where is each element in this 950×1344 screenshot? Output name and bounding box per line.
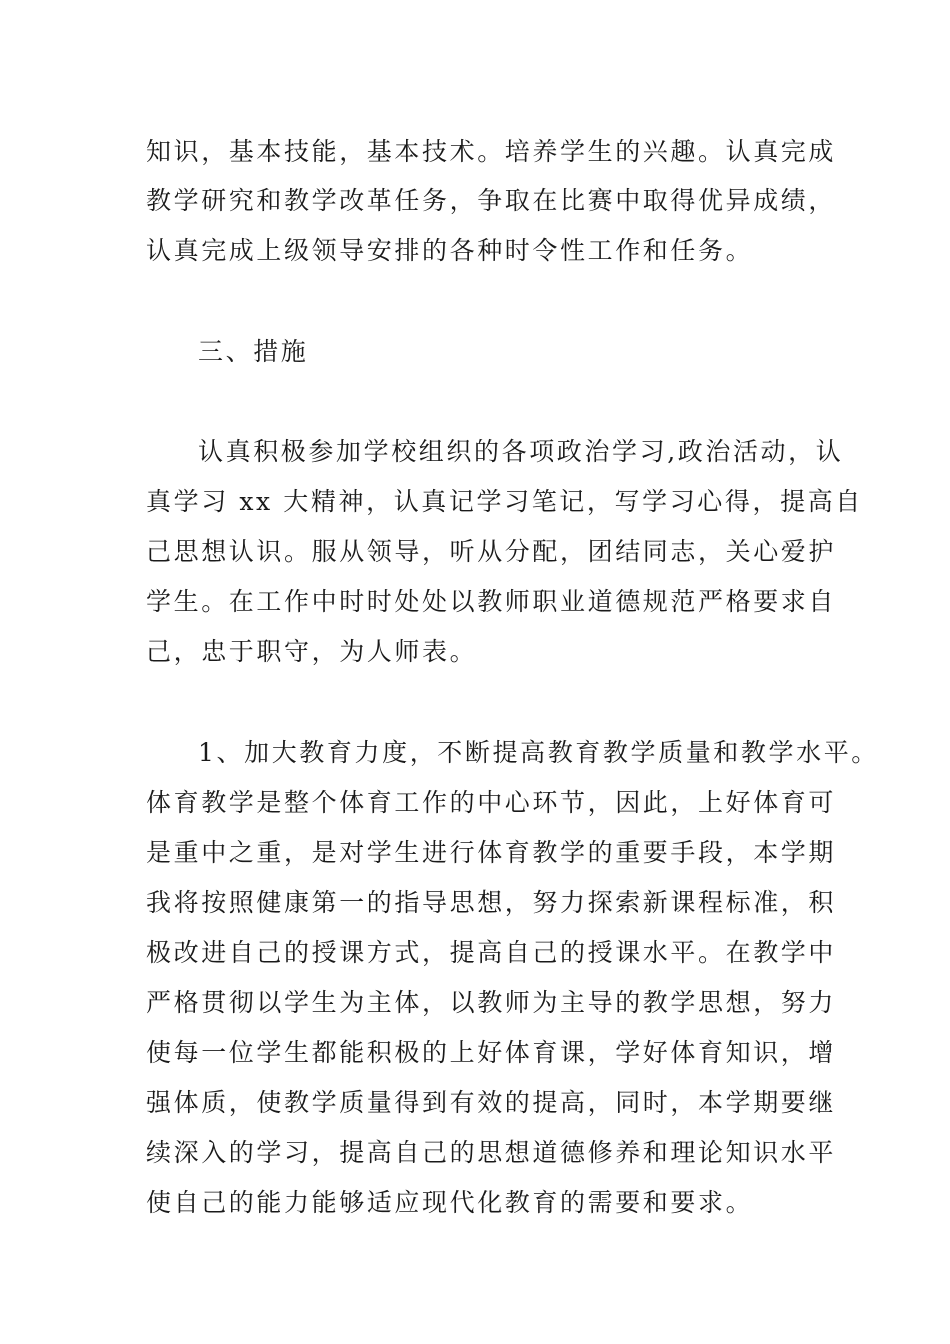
text-line: 学生。在工作中时时处处以教师职业道德规范严格要求自 <box>146 587 837 616</box>
text-line: 知识，基本技能，基本技术。培养学生的兴趣。认真完成 <box>146 137 837 166</box>
text-line: 使每一位学生都能积极的上好体育课，学好体育知识，增 <box>146 1038 837 1067</box>
text-line: 认真完成上级领导安排的各种时令性工作和任务。 <box>146 236 754 265</box>
text-line: 1、加大教育力度，不断提高教育教学质量和教学水平。 <box>198 738 879 767</box>
text-line: 己思想认识。服从领导，听从分配，团结同志，关心爱护 <box>146 537 837 566</box>
text-line: 教学研究和教学改革任务，争取在比赛中取得优异成绩， <box>146 186 837 215</box>
section-heading: 三、措施 <box>198 337 309 366</box>
text-line: 体育教学是整个体育工作的中心环节，因此，上好体育可 <box>146 788 837 817</box>
text-line: 真学习 xx 大精神，认真记学习笔记，写学习心得，提高自 <box>146 487 863 516</box>
text-line: 是重中之重，是对学生进行体育教学的重要手段，本学期 <box>146 838 837 867</box>
text-line: 强体质，使教学质量得到有效的提高，同时，本学期要继 <box>146 1088 837 1117</box>
text-line: 使自己的能力能够适应现代化教育的需要和要求。 <box>146 1188 754 1217</box>
text-line: 极改进自己的授课方式，提高自己的授课水平。在教学中 <box>146 938 837 967</box>
text-line: 认真积极参加学校组织的各项政治学习,政治活动，认 <box>198 437 844 466</box>
text-line: 续深入的学习，提高自己的思想道德修养和理论知识水平 <box>146 1138 837 1167</box>
text-line: 己，忠于职守，为人师表。 <box>146 637 478 666</box>
text-line: 我将按照健康第一的指导思想，努力探索新课程标准，积 <box>146 888 837 917</box>
text-line: 严格贯彻以学生为主体，以教师为主导的教学思想，努力 <box>146 988 837 1017</box>
